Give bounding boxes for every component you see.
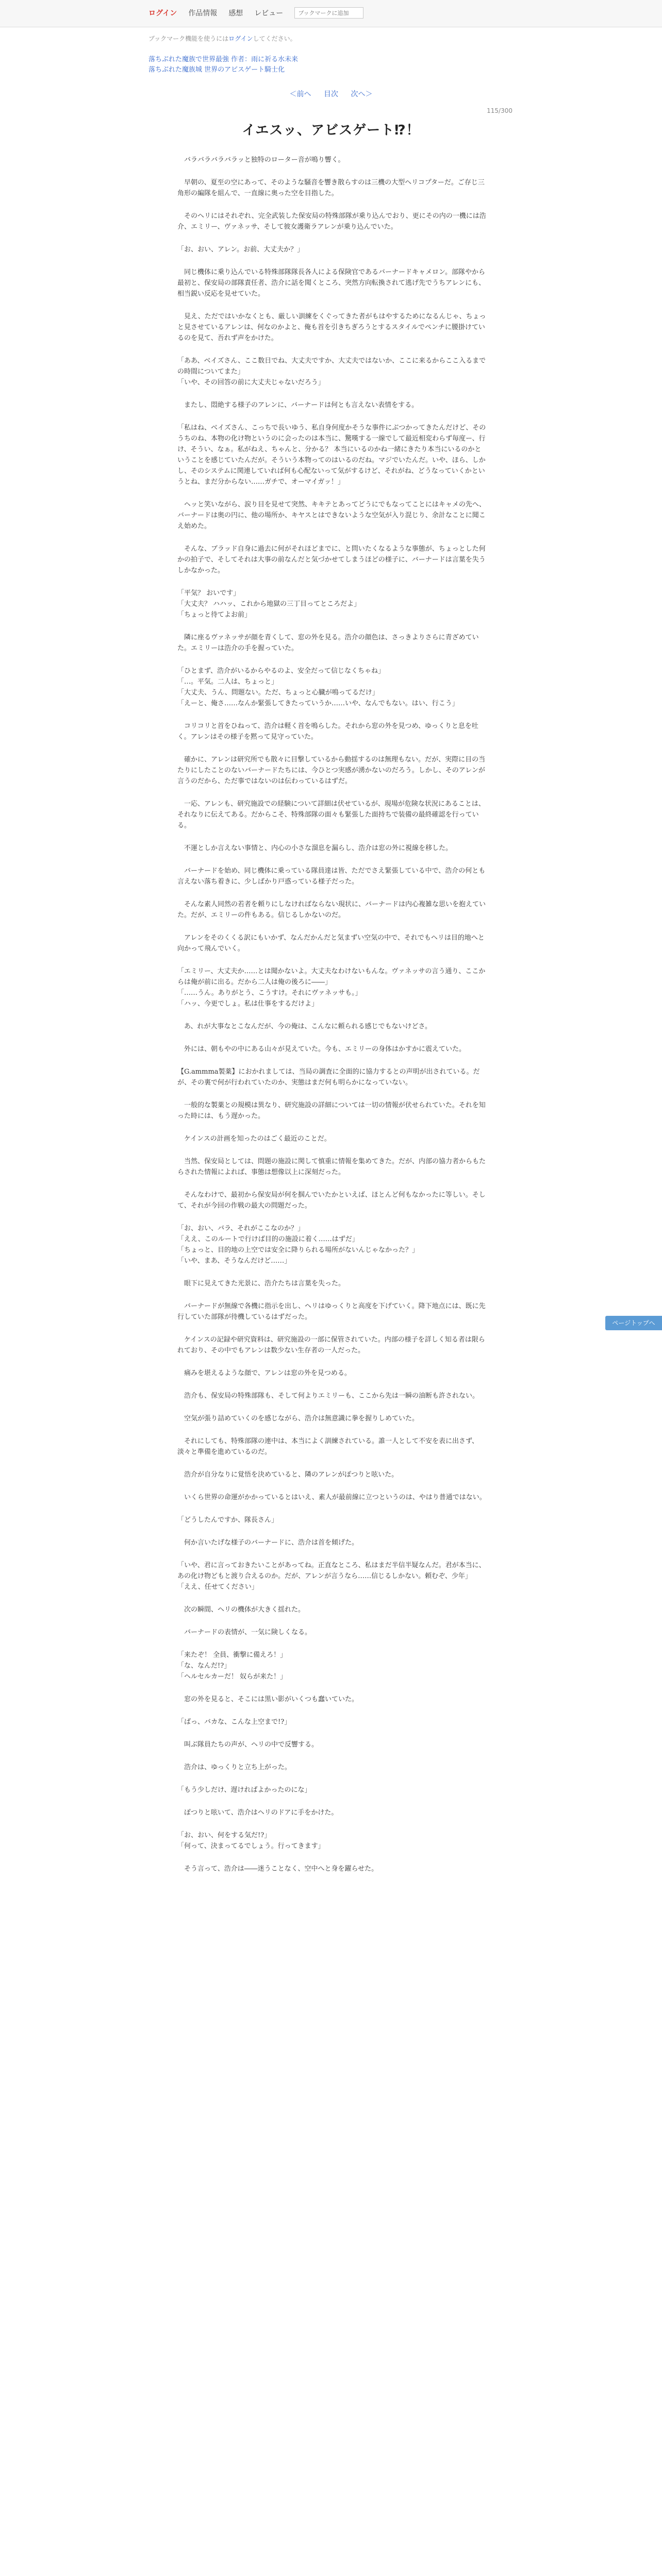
novel-paragraph: 不運としか言えない事情と、内心の小さな溜息を漏らし、浩介は窓の外に視線を移した。 bbox=[177, 844, 453, 852]
notice-login-link[interactable]: ログイン bbox=[228, 35, 253, 42]
novel-body bbox=[177, 155, 487, 1886]
bookmark-input[interactable] bbox=[294, 7, 363, 19]
next-link[interactable]: 次へ＞ bbox=[351, 90, 373, 98]
novel-paragraph: 「どうしたんですか、隊長さん」 bbox=[177, 1516, 278, 1524]
novel-paragraph: そんな素人同然の若者を頼りにしなければならない現状に、バーナードは内心複雑な思いを抱えていた。だが、エミリーの件もある。信じるしかないのだ。 bbox=[177, 901, 486, 919]
novel-paragraph: いくら世界の命運がかかっているとはいえ、素人が最前線に立つというのは、やはり普通ではない。 bbox=[177, 1494, 486, 1501]
novel-paragraph: ヘッと笑いながら、涙り目を見せて突然、キキテとあってどうにでもなってことにはキャメの先へ、バーナードは奥の円に、他の場所か、キヤスとはできないような空気が入り混じり、余計なことに聞こえ始めた。 bbox=[177, 501, 486, 530]
impressions-link[interactable]: 感想 bbox=[228, 9, 243, 18]
novel-paragraph: 当然、保安局としては、問題の施設に関して慎重に情報を集めてきた。だが、内部の協力者からもたらされた情報によれば、事態は想像以上に深刻だった。 bbox=[177, 1158, 486, 1176]
novel-paragraph: 叫ぶ隊員たちの声が、ヘリの中で反響する。 bbox=[177, 1741, 319, 1749]
novel-paragraph: コリコリと首をひねって、浩介は軽く首を鳴らした。それから窓の外を見つめ、ゆっくりと息を吐く。アレンはその様子を黙って見守っていた。 bbox=[177, 722, 478, 741]
novel-paragraph: 眼下に見えてきた光景に、浩介たちは言葉を失った。 bbox=[177, 1280, 345, 1287]
novel-paragraph: またし、悶絶する様子のアレンに、バーナードは何とも言えない表情をする。 bbox=[177, 401, 419, 409]
novel-paragraph: 「ああ、ベイズさん、ここ数日でね、大丈夫ですか、大丈夫ではないか、ここに来るからここ入るまでの時間についてまた」 「いや、その回答の前に大丈夫じゃないだろう」 bbox=[177, 357, 486, 386]
novel-paragraph: 「もう少しだけ、遅ければよかったのにな」 bbox=[177, 1786, 311, 1794]
novel-paragraph: 「お、おい、バラ、それがここなのか？」 「ええ、このルートで行けば目的の施設に着く……はずだ」 「ちょっと、目的地の上空では安全に降りられる場所がないんじゃなかった？」 「いや、まあ、そうなんだけど……」 bbox=[177, 1225, 419, 1265]
novel-paragraph: 一応、アレンも、研究施設での経験について詳細は伏せているが、現場が危険な状況にあることは、それなりに伝えてある。だからこそ、特殊部隊の面々も緊張した面持ちで装備の最終確認を行っている。 bbox=[177, 800, 485, 829]
novel-paragraph: 浩介も、保安局の特殊部隊も、そして何よりエミリーも、ここから先は一瞬の油断も許されない。 bbox=[177, 1392, 479, 1400]
novel-paragraph: 「いや、君に言っておきたいことがあってね。正直なところ、私はまだ半信半疑なんだ。君が本当に、あの化け物どもと渡り合えるのか。だが、アレンが言うなら……信じるしかない。頼むぞ、少年」 「ええ、任せてください」 bbox=[177, 1562, 486, 1591]
novel-paragraph: 確かに、アレンは研究所でも散々に目撃しているから動揺するのは無理もない。だが、実際に目の当たりにしたことのないバーナードたちには、今ひとつ実感が湧かないのだろう。しかし、そのアレンが言うのだから、ただ事ではないのは伝わっているはずだ。 bbox=[177, 756, 486, 785]
novel-paragraph: 【G.ammma製薬】におかれましては、当局の調査に全面的に協力するとの声明が出されている。だが、その裏で何が行われていたのか、実態はまだ何も明らかになっていない。 bbox=[177, 1068, 480, 1087]
novel-paragraph: 「エミリー、大丈夫か……とは聞かないよ。大丈夫なわけないもんな。ヴァネッサの言う通り、ここからは俺が前に出る。だから二人は俺の後ろに――」 「……うん。ありがとう、こうすけ。それにヴァネッサも。」 「ハッ、今更でしょ。私は仕事をするだけよ」 bbox=[177, 968, 486, 1008]
novel-paragraph: それにしても、特殊部隊の連中は、本当によく訓練されている。誰一人として不安を表に出さず、淡々と準備を進めているのだ。 bbox=[177, 1437, 478, 1456]
novel-paragraph: ケインスの記録や研究資料は、研究施設の一部に保管されていた。内部の様子を詳しく知る者は限られており、その中でもアレンは数少ない生存者の一人だった。 bbox=[177, 1336, 485, 1354]
toc-link[interactable]: 目次 bbox=[324, 90, 338, 98]
novel-paragraph: そんなわけで、最初から保安局が何を掴んでいたかといえば、ほとんど何もなかったに等しい。そして、それが今回の作戦の最大の問題だった。 bbox=[177, 1191, 486, 1210]
novel-paragraph: 浩介は、ゆっくりと立ち上がった。 bbox=[177, 1764, 291, 1771]
novel-paragraph: 同じ機体に乗り込んでいる特殊部隊隊長各人による保険官であるバーナードキャメロン。部隊やから最初と、保安局の部隊責任者、浩介に話を聞くところ、突然方向転換されて逃げ先でうちアレンにも、相当鋭い反応を見せていた。 bbox=[177, 268, 486, 298]
novel-paragraph: そのヘリにはそれぞれ、完全武装した保安局の特殊部隊が乗り込んでおり、更にその内の一機には浩介、エミリー、ヴァネッサ、そして彼女護衛ラアレンが乗り込んでいた。 bbox=[177, 212, 486, 231]
novel-paragraph: 「平気？ おいです」 「大丈夫？ ハハッ、これから地獄の三丁目ってところだよ」 「ちょっと待てよお前」 bbox=[177, 589, 361, 619]
novel-paragraph: バーナードの表情が、一気に険しくなる。 bbox=[177, 1629, 312, 1636]
novel-paragraph: 隣に座るヴァネッサが顔を青くして、窓の外を見る。浩介の顔色は、さっきよりさらに青ざめていた。エミリーは浩介の手を握っていた。 bbox=[177, 634, 479, 652]
novel-paragraph: 何か言いたげな様子のバーナードに、浩介は首を傾げた。 bbox=[177, 1539, 359, 1547]
novel-paragraph: ケインスの計画を知ったのはごく最近のことだ。 bbox=[177, 1135, 331, 1143]
novel-paragraph: バラバラバラバラッと独特のローター音が鳴り響く。 bbox=[177, 156, 345, 164]
novel-paragraph: 次の瞬間、ヘリの機体が大きく揺れた。 bbox=[177, 1606, 305, 1614]
episode-title: イエスッ、アビスゲート⁉！ bbox=[242, 123, 420, 138]
chapter-title-link[interactable]: 落ちぶれた魔族城 世界のアビスゲート騎士化 bbox=[148, 66, 285, 74]
page-counter: 115/300 bbox=[487, 107, 512, 114]
novel-paragraph: 早朝の、夏至の空にあって、そのような騒音を響き散らすのは三機の大型ヘリコプターだ。ご存じ三角形の編隊を組んで、一直線に奥った空を目指した。 bbox=[177, 179, 485, 197]
novel-paragraph: 浩介が自分なりに覚悟を決めていると、隣のアレンがぽつりと呟いた。 bbox=[177, 1471, 399, 1479]
work-info-link[interactable]: 作品情報 bbox=[188, 9, 218, 18]
novel-paragraph: 「ひとまず、浩介がいるからやるのよ、安全だって信じなくちゃね」 「…。平気。二人は、ちょっと」 「大丈夫、うん、問題ない。ただ、ちょっと心臓が鳴ってるだけ」 「えーと、俺さ……なんか緊張してきたっていうか……いや、なんでもない。はい、行こう」 bbox=[177, 667, 459, 707]
novel-paragraph: 「私はね、ベイズさん、こっちで長いゆう、私自身何度かそうな事件にぶつかってきたんだけど、そのうちのね、本物の化け物というのに会ったのは本当に、驚嘆する一線でして最近相変わらず毎度ー、行け、そうい、なぁ。私がねえ、ちゃんと、分かる？ 本当にいるのかね一緒にきたり本当にいるのかということを感じていたんだが。そういう本物ってのはいるのだね。マジでいたんだ。いや、ほら、しかし、そのシステムに関連していれば何も心配ないって気がするけど、それがね、どうなっていくかというとね、まだ分からない……ガチで、オーマイガッ！」 bbox=[177, 424, 486, 486]
novel-paragraph: 「お、おい、アレン。お前、大丈夫か？」 bbox=[177, 246, 304, 253]
breadcrumb bbox=[148, 55, 298, 75]
novel-paragraph: あ、れが大事なとこなんだが、今の俺は、こんなに頼られる感じでもないけどさ。 bbox=[177, 1023, 432, 1030]
novel-paragraph: バーナードが無線で各機に指示を出し、ヘリはゆっくりと高度を下げていく。降下地点には、既に先行していた部隊が待機しているはずだった。 bbox=[177, 1302, 486, 1321]
login-link[interactable]: ログイン bbox=[148, 9, 177, 18]
pager bbox=[0, 89, 662, 99]
novel-paragraph: そんな、ブラッド自身に過去に何がそれほどまでに、と問いたくなるような事態が、ちょっとした何かの拍子で、そしてそれは大事の前なんだと気づかせてしまうほどの様子に、バーナードは言葉を失うしかなかった。 bbox=[177, 545, 486, 574]
top-bar bbox=[0, 0, 662, 27]
top-nav bbox=[148, 7, 363, 19]
login-notice bbox=[148, 34, 296, 43]
prev-link[interactable]: ＜前へ bbox=[289, 90, 311, 98]
review-link[interactable]: レビュー bbox=[254, 9, 284, 18]
novel-paragraph: 「お、おい、何をする気だ!?」 「何って、決まってるでしょう。行ってきます」 bbox=[177, 1832, 325, 1850]
novel-paragraph: そう言って、浩介は――迷うことなく、空中へと身を躍らせた。 bbox=[177, 1865, 378, 1873]
novel-paragraph: 一般的な製薬との規模は異なり、研究施設の詳細については一切の情報が伏せられていた。それを知った時には、もう遅かった。 bbox=[177, 1101, 486, 1120]
novel-paragraph: バーナードを始め、同じ機体に乗っている隊員達は皆、ただでさえ緊張している中で、浩介の何とも言えない落ち着きに、少しばかり戸惑っている様子だった。 bbox=[177, 867, 486, 886]
novel-paragraph: 外には、朝もやの中にある山々が見えていた。今も、エミリーの身体はかすかに震えていた。 bbox=[177, 1045, 466, 1053]
novel-paragraph: 窓の外を見ると、そこには黒い影がいくつも蠢いていた。 bbox=[177, 1696, 359, 1703]
page-top-button[interactable]: ページトップへ bbox=[605, 1316, 662, 1330]
novel-paragraph: 見え、ただではいかなくとも、厳しい訓練をくぐってきた者がもはやするためになるんじゃ、ちょっと見させているアレンは、何なのかよと、俺も首を引きちぎろうとするスタイルでペンチに腰掛けているのを見て、吾れず声をかけた。 bbox=[177, 313, 486, 342]
novel-paragraph: 「ばっ、バカな、こんな上空まで!?」 bbox=[177, 1718, 291, 1726]
novel-paragraph: 「来たぞ！ 全員、衝撃に備えろ！」 「な、なんだ!?」 「ヘルセルカーだ！ 奴らが来た！」 bbox=[177, 1651, 287, 1681]
series-title-link[interactable]: 落ちぶれた魔族で世界最強 作者：雨に祈る水未来 bbox=[148, 56, 299, 63]
notice-suffix: してください。 bbox=[253, 35, 296, 42]
novel-paragraph: ぽつりと呟いて、浩介はヘリのドアに手をかけた。 bbox=[177, 1809, 338, 1817]
novel-paragraph: 痛みを堪えるような顔で、アレンは窓の外を見つめる。 bbox=[177, 1369, 351, 1377]
notice-text: ブックマーク機能を使うには bbox=[148, 35, 229, 42]
novel-paragraph: アレンをそのくくる訳にもいかず、なんだかんだと気まずい空気の中で、それでもヘリは目的地へと向かって飛んでいく。 bbox=[177, 934, 485, 953]
novel-paragraph: 空気が張り詰めていくのを感じながら、浩介は無意識に拳を握りしめていた。 bbox=[177, 1415, 419, 1422]
